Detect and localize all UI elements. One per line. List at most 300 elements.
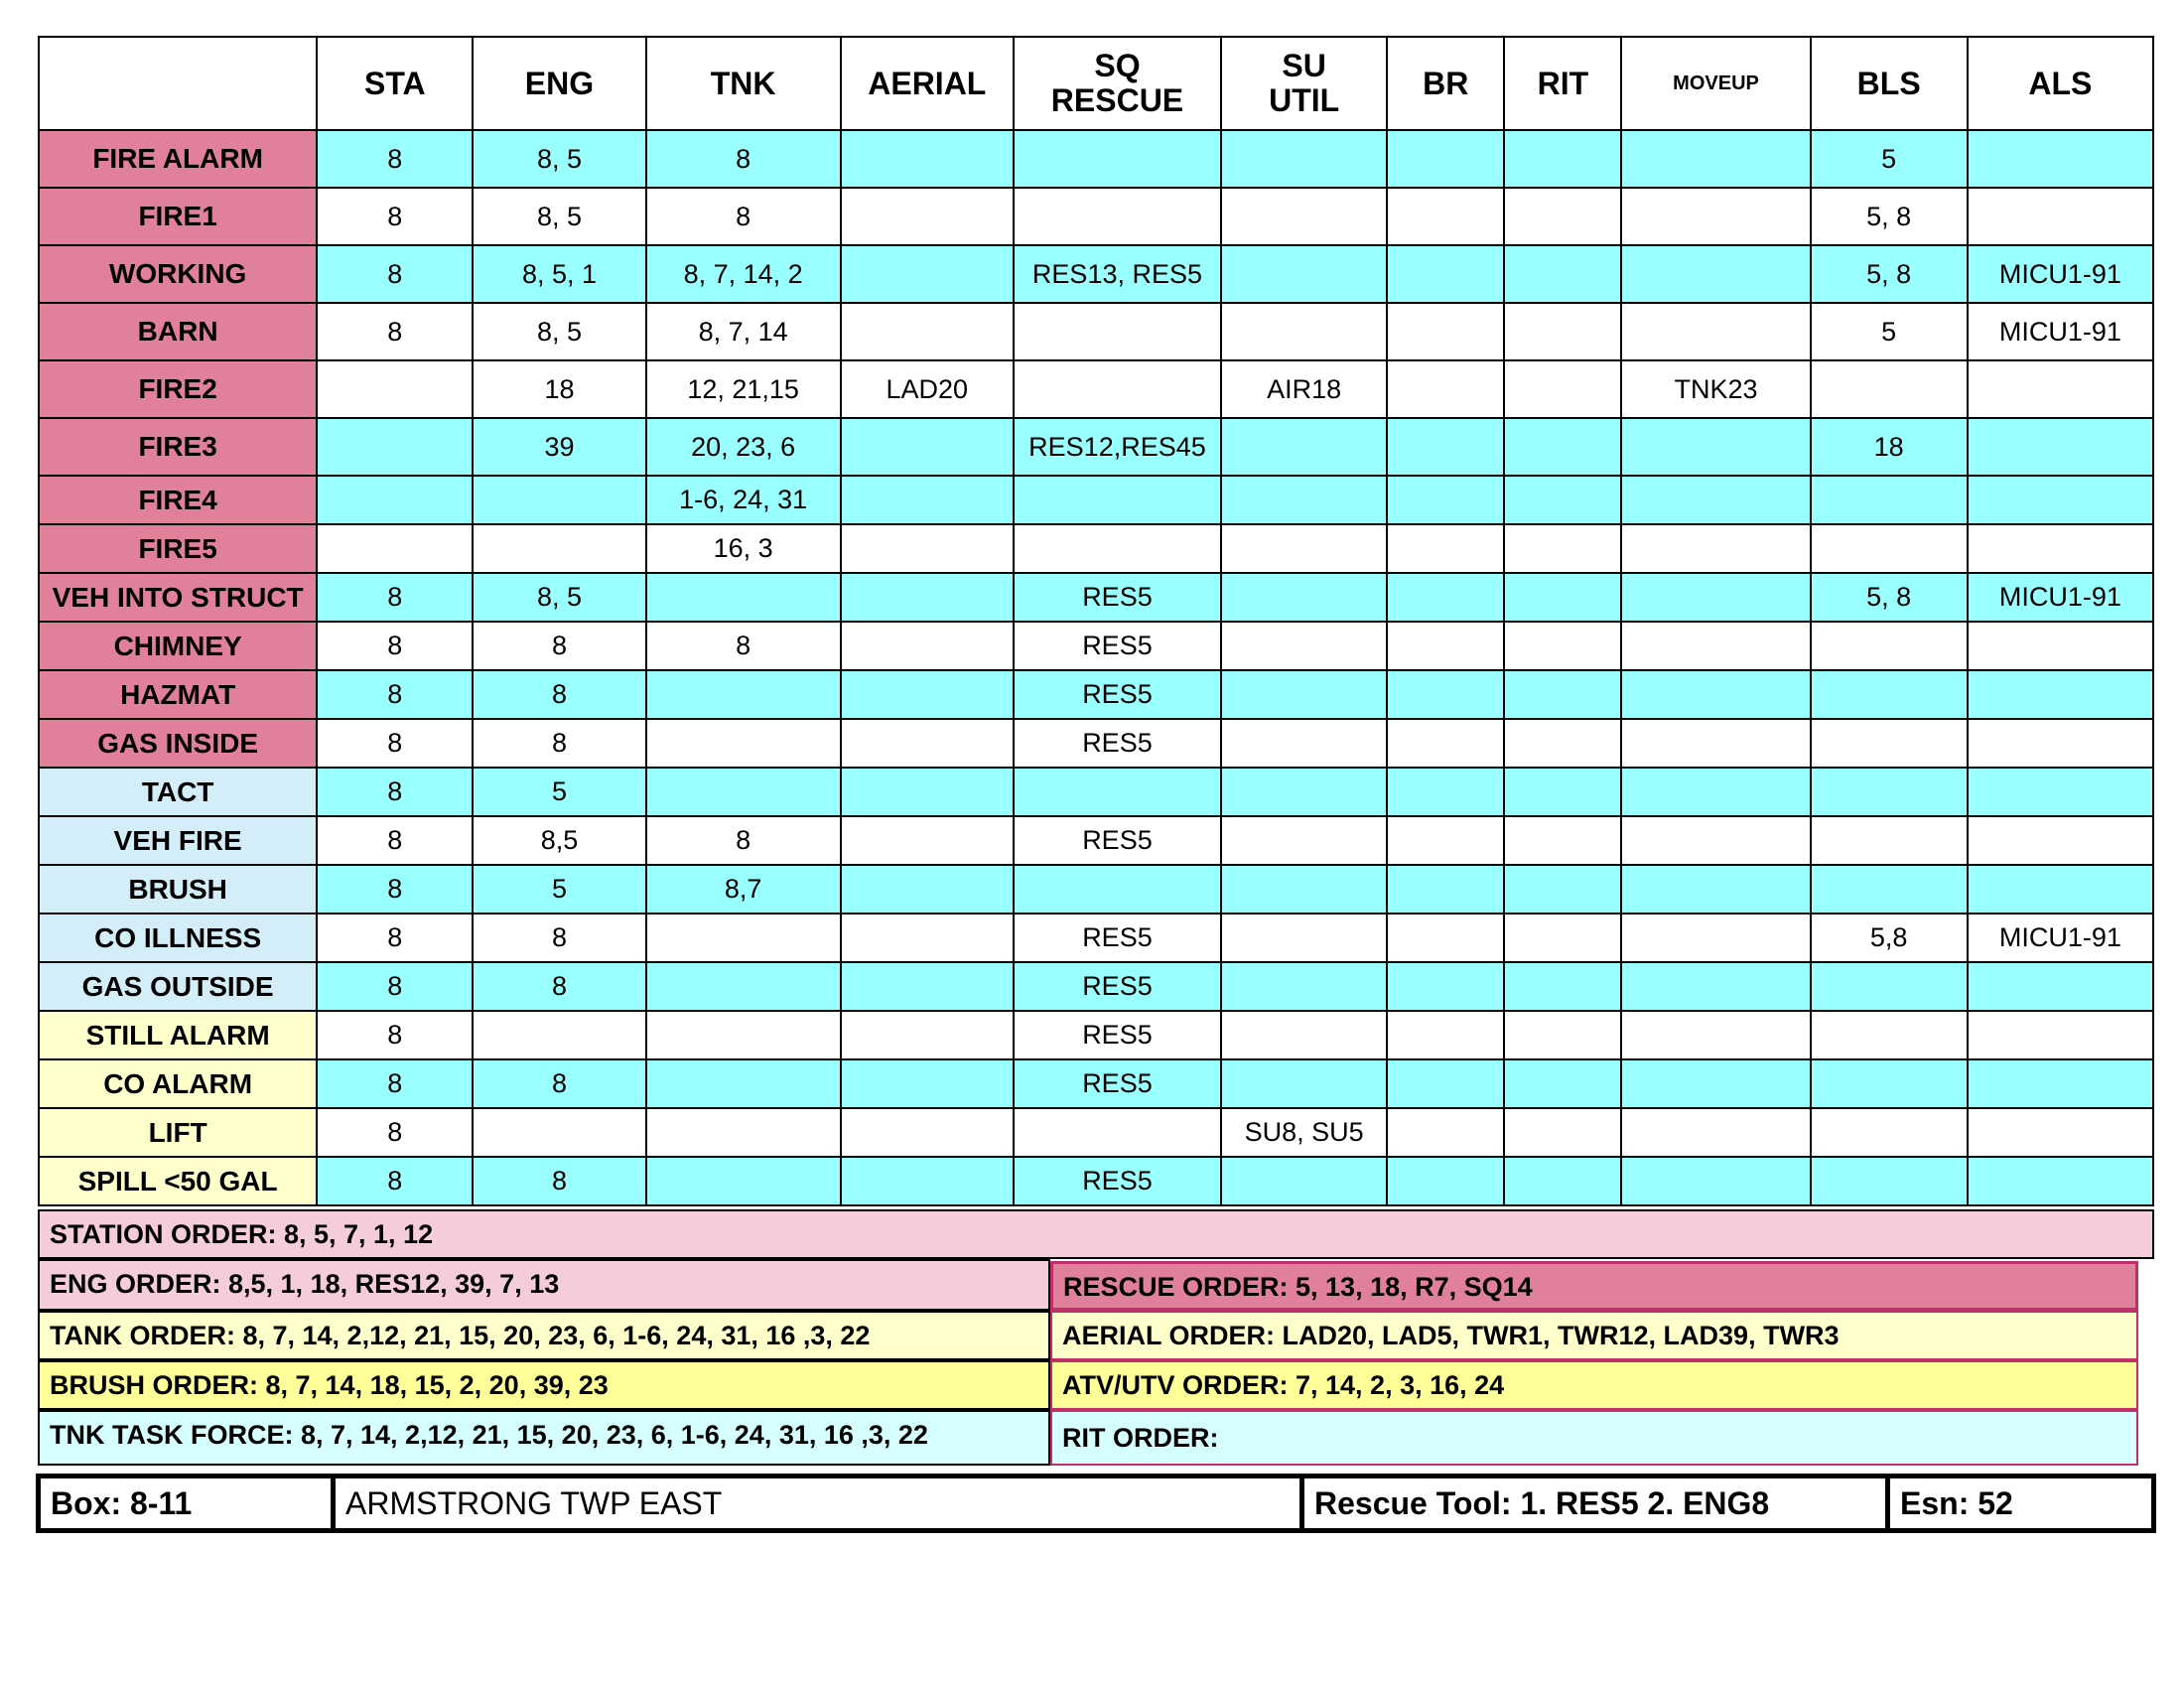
cell-aerial	[841, 1059, 1014, 1108]
cell-aerial	[841, 573, 1014, 622]
cell-sq-rescue	[1014, 1108, 1221, 1157]
cell-su-util	[1221, 622, 1387, 670]
header-als: ALS	[1968, 37, 2153, 130]
area-name: ARMSTRONG TWP EAST	[331, 1478, 1299, 1528]
response-grid	[38, 36, 2154, 1206]
esn-number: Esn: 52	[1885, 1478, 2151, 1528]
cell-br	[1387, 768, 1504, 816]
cell-bls	[1811, 768, 1968, 816]
cell-su-util	[1221, 719, 1387, 768]
cell-br	[1387, 816, 1504, 865]
rit-order: RIT ORDER:	[1050, 1410, 2138, 1466]
cell-sta: 8	[317, 303, 473, 360]
row-label: SPILL <50 GAL	[39, 1157, 317, 1205]
cell-moveup	[1621, 303, 1810, 360]
cell-sq-rescue: RES5	[1014, 1059, 1221, 1108]
cell-su-util	[1221, 962, 1387, 1011]
cell-aerial	[841, 768, 1014, 816]
cell-als	[1968, 768, 2153, 816]
table-row	[39, 1108, 2153, 1157]
cell-als	[1968, 962, 2153, 1011]
table-row	[39, 418, 2153, 476]
table-row	[39, 188, 2153, 245]
cell-tnk: 1-6, 24, 31	[646, 476, 841, 524]
row-label: FIRE2	[39, 360, 317, 418]
cell-als	[1968, 865, 2153, 914]
cell-eng	[473, 1011, 645, 1059]
cell-sta	[317, 360, 473, 418]
cell-tnk: 8, 7, 14	[646, 303, 841, 360]
cell-br	[1387, 914, 1504, 962]
aerial-order: AERIAL ORDER: LAD20, LAD5, TWR1, TWR12, LAD39, TWR3	[1050, 1311, 2138, 1360]
cell-bls	[1811, 1011, 1968, 1059]
row-label: CHIMNEY	[39, 622, 317, 670]
cell-su-util	[1221, 303, 1387, 360]
cell-sta: 8	[317, 962, 473, 1011]
cell-als	[1968, 1011, 2153, 1059]
row-label: FIRE1	[39, 188, 317, 245]
cell-rit	[1504, 719, 1621, 768]
cell-moveup	[1621, 130, 1810, 188]
cell-als	[1968, 476, 2153, 524]
cell-bls	[1811, 524, 1968, 573]
header-rit: RIT	[1504, 37, 1621, 130]
cell-rit	[1504, 573, 1621, 622]
cell-rit	[1504, 130, 1621, 188]
cell-aerial	[841, 719, 1014, 768]
cell-bls: 5, 8	[1811, 188, 1968, 245]
cell-sq-rescue	[1014, 768, 1221, 816]
cell-sta: 8	[317, 816, 473, 865]
cell-bls	[1811, 865, 1968, 914]
cell-tnk: 8,7	[646, 865, 841, 914]
cell-sq-rescue: RES5	[1014, 914, 1221, 962]
cell-tnk	[646, 768, 841, 816]
cell-tnk: 8	[646, 130, 841, 188]
row-label: FIRE5	[39, 524, 317, 573]
cell-bls	[1811, 816, 1968, 865]
cell-eng: 8, 5	[473, 188, 645, 245]
cell-aerial: LAD20	[841, 360, 1014, 418]
cell-sta: 8	[317, 865, 473, 914]
cell-sta	[317, 524, 473, 573]
cell-moveup	[1621, 1011, 1810, 1059]
cell-eng: 8	[473, 719, 645, 768]
cell-eng: 8	[473, 670, 645, 719]
table-row	[39, 816, 2153, 865]
cell-br	[1387, 1011, 1504, 1059]
cell-rit	[1504, 622, 1621, 670]
cell-moveup	[1621, 962, 1810, 1011]
cell-bls	[1811, 719, 1968, 768]
row-label: BARN	[39, 303, 317, 360]
cell-su-util	[1221, 573, 1387, 622]
cell-sta: 8	[317, 188, 473, 245]
cell-rit	[1504, 360, 1621, 418]
table-row	[39, 524, 2153, 573]
cell-eng: 8, 5	[473, 303, 645, 360]
cell-su-util	[1221, 768, 1387, 816]
cell-als	[1968, 524, 2153, 573]
cell-bls	[1811, 622, 1968, 670]
cell-aerial	[841, 1108, 1014, 1157]
cell-eng	[473, 1108, 645, 1157]
cell-rit	[1504, 1011, 1621, 1059]
row-label: GAS INSIDE	[39, 719, 317, 768]
cell-br	[1387, 865, 1504, 914]
eng-order: ENG ORDER: 8,5, 1, 18, RES12, 39, 7, 13	[38, 1259, 1050, 1311]
cell-tnk	[646, 1059, 841, 1108]
cell-eng: 5	[473, 865, 645, 914]
cell-sta: 8	[317, 573, 473, 622]
cell-br	[1387, 573, 1504, 622]
cell-aerial	[841, 476, 1014, 524]
cell-eng: 18	[473, 360, 645, 418]
table-row	[39, 1059, 2153, 1108]
cell-sta: 8	[317, 1059, 473, 1108]
cell-als	[1968, 622, 2153, 670]
row-label: VEH FIRE	[39, 816, 317, 865]
table-row	[39, 914, 2153, 962]
cell-als: MICU1-91	[1968, 245, 2153, 303]
cell-eng: 8	[473, 962, 645, 1011]
cell-sq-rescue	[1014, 303, 1221, 360]
cell-sq-rescue: RES13, RES5	[1014, 245, 1221, 303]
cell-rit	[1504, 768, 1621, 816]
cell-su-util: AIR18	[1221, 360, 1387, 418]
cell-eng	[473, 524, 645, 573]
cell-eng: 8, 5, 1	[473, 245, 645, 303]
cell-eng: 5	[473, 768, 645, 816]
cell-tnk	[646, 719, 841, 768]
table-row	[39, 130, 2153, 188]
cell-su-util	[1221, 1059, 1387, 1108]
header-corner	[39, 37, 317, 130]
cell-moveup	[1621, 245, 1810, 303]
cell-eng: 8	[473, 622, 645, 670]
cell-sq-rescue: RES5	[1014, 962, 1221, 1011]
cell-eng: 39	[473, 418, 645, 476]
row-label: WORKING	[39, 245, 317, 303]
station-order: STATION ORDER: 8, 5, 7, 1, 12	[38, 1209, 2154, 1259]
cell-aerial	[841, 962, 1014, 1011]
box-footer	[36, 1474, 2156, 1533]
cell-tnk	[646, 962, 841, 1011]
cell-br	[1387, 1059, 1504, 1108]
header-sq-rescue	[1014, 37, 1221, 130]
cell-eng: 8	[473, 914, 645, 962]
header-su-line2: UTIL	[1269, 82, 1340, 118]
row-label: TACT	[39, 768, 317, 816]
cell-moveup	[1621, 768, 1810, 816]
cell-sq-rescue: RES12,RES45	[1014, 418, 1221, 476]
cell-rit	[1504, 1108, 1621, 1157]
cell-als	[1968, 360, 2153, 418]
cell-sq-rescue: RES5	[1014, 719, 1221, 768]
cell-moveup	[1621, 188, 1810, 245]
cell-br	[1387, 524, 1504, 573]
cell-als	[1968, 1157, 2153, 1205]
cell-als	[1968, 1108, 2153, 1157]
cell-tnk: 12, 21,15	[646, 360, 841, 418]
row-label: GAS OUTSIDE	[39, 962, 317, 1011]
cell-moveup	[1621, 1108, 1810, 1157]
cell-bls: 5	[1811, 130, 1968, 188]
cell-moveup	[1621, 418, 1810, 476]
cell-br	[1387, 130, 1504, 188]
table-row	[39, 245, 2153, 303]
cell-su-util	[1221, 418, 1387, 476]
rescue-order: RESCUE ORDER: 5, 13, 18, R7, SQ14	[1050, 1261, 2138, 1311]
row-label: LIFT	[39, 1108, 317, 1157]
cell-sta	[317, 476, 473, 524]
cell-sq-rescue	[1014, 188, 1221, 245]
cell-eng: 8	[473, 1059, 645, 1108]
table-row	[39, 573, 2153, 622]
cell-sta: 8	[317, 1157, 473, 1205]
cell-br	[1387, 476, 1504, 524]
cell-aerial	[841, 865, 1014, 914]
table-row	[39, 622, 2153, 670]
cell-rit	[1504, 245, 1621, 303]
cell-sq-rescue: RES5	[1014, 622, 1221, 670]
header-su-util	[1221, 37, 1387, 130]
cell-rit	[1504, 670, 1621, 719]
cell-eng: 8,5	[473, 816, 645, 865]
row-label: VEH INTO STRUCT	[39, 573, 317, 622]
cell-su-util	[1221, 865, 1387, 914]
cell-sta: 8	[317, 1108, 473, 1157]
cell-rit	[1504, 816, 1621, 865]
table-row	[39, 360, 2153, 418]
cell-rit	[1504, 188, 1621, 245]
cell-su-util	[1221, 670, 1387, 719]
cell-aerial	[841, 816, 1014, 865]
cell-bls: 5,8	[1811, 914, 1968, 962]
header-sta: STA	[317, 37, 473, 130]
cell-tnk	[646, 1108, 841, 1157]
cell-moveup	[1621, 573, 1810, 622]
table-row	[39, 670, 2153, 719]
cell-bls: 18	[1811, 418, 1968, 476]
cell-sq-rescue: RES5	[1014, 1157, 1221, 1205]
cell-sq-rescue	[1014, 865, 1221, 914]
cell-su-util	[1221, 245, 1387, 303]
cell-als	[1968, 670, 2153, 719]
row-label: FIRE3	[39, 418, 317, 476]
cell-sq-rescue: RES5	[1014, 670, 1221, 719]
cell-als: MICU1-91	[1968, 303, 2153, 360]
cell-moveup	[1621, 1059, 1810, 1108]
cell-su-util	[1221, 524, 1387, 573]
row-label: HAZMAT	[39, 670, 317, 719]
table-row	[39, 719, 2153, 768]
cell-tnk: 8	[646, 188, 841, 245]
cell-bls	[1811, 670, 1968, 719]
atv-utv-order: ATV/UTV ORDER: 7, 14, 2, 3, 16, 24	[1050, 1360, 2138, 1410]
header-row	[39, 37, 2153, 130]
cell-br	[1387, 245, 1504, 303]
cell-rit	[1504, 914, 1621, 962]
cell-br	[1387, 1157, 1504, 1205]
brush-order: BRUSH ORDER: 8, 7, 14, 18, 15, 2, 20, 39, 23	[38, 1360, 1050, 1410]
cell-su-util	[1221, 914, 1387, 962]
cell-su-util	[1221, 476, 1387, 524]
cell-sta: 8	[317, 622, 473, 670]
cell-sq-rescue	[1014, 130, 1221, 188]
cell-moveup	[1621, 1157, 1810, 1205]
cell-tnk: 8, 7, 14, 2	[646, 245, 841, 303]
cell-bls	[1811, 1108, 1968, 1157]
rescue-tool: Rescue Tool: 1. RES5 2. ENG8	[1299, 1478, 1885, 1528]
cell-bls: 5, 8	[1811, 573, 1968, 622]
cell-moveup	[1621, 865, 1810, 914]
cell-rit	[1504, 1157, 1621, 1205]
cell-rit	[1504, 1059, 1621, 1108]
cell-als: MICU1-91	[1968, 573, 2153, 622]
table-row	[39, 1011, 2153, 1059]
row-label: CO ALARM	[39, 1059, 317, 1108]
cell-als	[1968, 816, 2153, 865]
header-bls: BLS	[1811, 37, 1968, 130]
cell-bls: 5, 8	[1811, 245, 1968, 303]
cell-tnk	[646, 573, 841, 622]
cell-aerial	[841, 914, 1014, 962]
cell-moveup	[1621, 816, 1810, 865]
cell-tnk	[646, 914, 841, 962]
cell-br	[1387, 303, 1504, 360]
cell-moveup	[1621, 670, 1810, 719]
cell-br	[1387, 1108, 1504, 1157]
cell-rit	[1504, 962, 1621, 1011]
cell-sta: 8	[317, 245, 473, 303]
cell-aerial	[841, 245, 1014, 303]
cell-su-util	[1221, 1011, 1387, 1059]
cell-aerial	[841, 1011, 1014, 1059]
cell-br	[1387, 360, 1504, 418]
cell-br	[1387, 622, 1504, 670]
cell-aerial	[841, 670, 1014, 719]
cell-su-util	[1221, 188, 1387, 245]
cell-su-util	[1221, 130, 1387, 188]
cell-eng	[473, 476, 645, 524]
cell-tnk: 8	[646, 816, 841, 865]
table-row	[39, 303, 2153, 360]
cell-br	[1387, 188, 1504, 245]
cell-eng: 8	[473, 1157, 645, 1205]
cell-sq-rescue	[1014, 360, 1221, 418]
cell-bls	[1811, 476, 1968, 524]
tank-order: TANK ORDER: 8, 7, 14, 2,12, 21, 15, 20, 23, 6, 1-6, 24, 31, 16 ,3, 22	[38, 1311, 1050, 1360]
cell-br	[1387, 962, 1504, 1011]
cell-br	[1387, 719, 1504, 768]
cell-tnk: 20, 23, 6	[646, 418, 841, 476]
table-row	[39, 476, 2153, 524]
cell-sq-rescue: RES5	[1014, 816, 1221, 865]
cell-su-util	[1221, 1157, 1387, 1205]
cell-sta: 8	[317, 670, 473, 719]
cell-sq-rescue: RES5	[1014, 573, 1221, 622]
cell-sta: 8	[317, 1011, 473, 1059]
cell-als	[1968, 130, 2153, 188]
table-row	[39, 962, 2153, 1011]
cell-aerial	[841, 1157, 1014, 1205]
cell-tnk: 16, 3	[646, 524, 841, 573]
cell-aerial	[841, 622, 1014, 670]
cell-sta: 8	[317, 768, 473, 816]
cell-eng: 8, 5	[473, 573, 645, 622]
header-su-line1: SU	[1282, 48, 1326, 83]
cell-moveup	[1621, 914, 1810, 962]
header-moveup: MOVEUP	[1621, 37, 1810, 130]
cell-moveup	[1621, 719, 1810, 768]
cell-sta: 8	[317, 719, 473, 768]
cell-sq-rescue: RES5	[1014, 1011, 1221, 1059]
cell-aerial	[841, 418, 1014, 476]
cell-sta	[317, 418, 473, 476]
tnk-task-force: TNK TASK FORCE: 8, 7, 14, 2,12, 21, 15, 20, 23, 6, 1-6, 24, 31, 16 ,3, 22	[38, 1410, 1050, 1466]
cell-moveup	[1621, 622, 1810, 670]
cell-sq-rescue	[1014, 476, 1221, 524]
cell-bls	[1811, 360, 1968, 418]
cell-bls: 5	[1811, 303, 1968, 360]
row-label: BRUSH	[39, 865, 317, 914]
header-br: BR	[1387, 37, 1504, 130]
header-tnk: TNK	[646, 37, 841, 130]
cell-rit	[1504, 303, 1621, 360]
cell-tnk	[646, 1157, 841, 1205]
cell-moveup: TNK23	[1621, 360, 1810, 418]
cell-bls	[1811, 1059, 1968, 1108]
cell-als	[1968, 1059, 2153, 1108]
cell-rit	[1504, 524, 1621, 573]
cell-als	[1968, 188, 2153, 245]
cell-als	[1968, 418, 2153, 476]
cell-aerial	[841, 130, 1014, 188]
cell-rit	[1504, 418, 1621, 476]
cell-tnk	[646, 1011, 841, 1059]
header-aerial: AERIAL	[841, 37, 1014, 130]
cell-br	[1387, 418, 1504, 476]
header-eng: ENG	[473, 37, 645, 130]
cell-aerial	[841, 303, 1014, 360]
cell-rit	[1504, 865, 1621, 914]
cell-aerial	[841, 524, 1014, 573]
table-row	[39, 1157, 2153, 1205]
cell-br	[1387, 670, 1504, 719]
cell-eng: 8, 5	[473, 130, 645, 188]
row-label: STILL ALARM	[39, 1011, 317, 1059]
cell-tnk	[646, 670, 841, 719]
header-sq-line2: RESCUE	[1050, 82, 1184, 118]
cell-bls	[1811, 962, 1968, 1011]
cell-sta: 8	[317, 130, 473, 188]
cell-aerial	[841, 188, 1014, 245]
cell-als: MICU1-91	[1968, 914, 2153, 962]
cell-su-util	[1221, 816, 1387, 865]
cell-sta: 8	[317, 914, 473, 962]
cell-moveup	[1621, 524, 1810, 573]
cell-bls	[1811, 1157, 1968, 1205]
row-label: FIRE4	[39, 476, 317, 524]
cell-als	[1968, 719, 2153, 768]
table-row	[39, 768, 2153, 816]
cell-su-util: SU8, SU5	[1221, 1108, 1387, 1157]
cell-rit	[1504, 476, 1621, 524]
cell-sq-rescue	[1014, 524, 1221, 573]
box-number: Box: 8-11	[51, 1485, 193, 1521]
header-sq-line1: SQ	[1094, 48, 1141, 83]
